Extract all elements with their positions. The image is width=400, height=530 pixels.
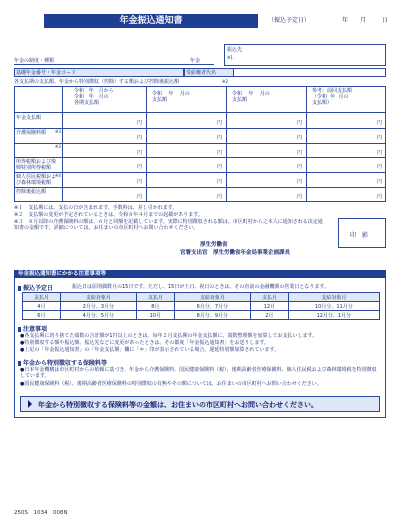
caution-item: ●上記の「年金振込通知書」の「年金支払額」欄に「＊」印が表示されている場合、遅延特別額加算されています。	[20, 347, 279, 353]
col2-header: 令和 年 月の 支払額	[152, 91, 190, 103]
yen-unit: 円	[377, 164, 383, 171]
yen-unit: 円	[217, 134, 223, 141]
banner-text: 年金から特別徴収する保険料等の金額は、お住まいの市区町村へお問い合わせください。	[38, 401, 318, 409]
bullet-marker	[18, 286, 21, 291]
schedule-header: 支給対象月	[288, 293, 379, 302]
insurance-item: ●国民健康保険料（税）、後期高齢者医療保険料の特別徴収の有無やその額については、お住まいの市区町村へお問い合わせください。	[20, 381, 322, 387]
divider	[306, 86, 307, 202]
schedule-cell: 2月分、3月分	[60, 302, 136, 311]
bank-note: ※1	[227, 55, 233, 60]
yen-unit: 円	[217, 164, 223, 171]
payment-row-label: 介護保険料額	[16, 129, 47, 136]
insurance-title: 年金から特別徴収する保険料等	[18, 358, 107, 367]
schedule-text: 振込日は原則偶数月の15日です。ただし、15日が土日、祝日のときは、その直前の金融機関の営業日となります。	[72, 284, 329, 290]
schedule-header: 支給対象月	[60, 293, 136, 302]
yen-unit: 円	[297, 194, 303, 200]
schedule-title: 振込予定日	[18, 283, 53, 292]
payment-row-note: ※3	[55, 128, 61, 134]
payment-row-label: 所得税額および復興特別所得税額	[16, 159, 57, 172]
yen-unit: 円	[137, 179, 143, 186]
date-day: 日	[382, 17, 389, 24]
schedule-cell: 12月分、1月分	[288, 311, 379, 320]
notice-title: 年金振込通知書にかかる注意事項等	[14, 270, 386, 278]
caution-item: ●各支払期に切り捨てた端数の合計額が1円以上のときは、毎年２月支払期の年金支払額に、端数整理額を加算してお支払いします。	[20, 333, 318, 339]
warning-icon	[28, 400, 32, 408]
bank-box	[224, 44, 386, 66]
bullet-marker	[18, 327, 21, 332]
document-title: 年金振込通知書	[44, 14, 258, 28]
schedule-cell: 2月	[250, 311, 288, 320]
footer-code: 250S 1034 008N	[14, 510, 68, 516]
note-2: ※２ 支払額の変更が予定されているときは、令和８年４月までの起載があります。	[14, 212, 203, 218]
table-caption-note: ※2	[222, 79, 228, 84]
payment-row-note: ※3	[55, 143, 61, 149]
schedule-header: 支払月	[250, 293, 288, 302]
schedule-cell: 12月	[250, 302, 288, 311]
payment-row-label: 控除後振込額	[16, 189, 47, 195]
yen-unit: 円	[217, 194, 223, 200]
yen-unit: 円	[377, 134, 383, 141]
issuer-2: 官署支出官 厚生労働省年金局事業企画課長	[180, 250, 291, 256]
divider	[14, 157, 386, 158]
note-1: ※１ 支払期には、支払の日が含まれます。手数料は、差し引かれます。	[14, 205, 178, 211]
divider	[14, 187, 386, 188]
insurance-item: ●日本年金機構は市区町村からの依頼に基づき、年金から介護保険料、国民健康保険料（税）、後期高齢者医療保険料、個人住民税および森林環境税を特別徴収しています。	[20, 367, 377, 379]
col4-header: 参考：前回支払額 （令和 年 月の 支払額）	[312, 88, 353, 106]
yen-unit: 円	[217, 179, 223, 186]
yen-unit: 円	[137, 134, 143, 141]
date-month: 月	[360, 17, 367, 24]
pension-type-label: 年金の制度・種類	[14, 58, 55, 64]
divider	[62, 86, 63, 202]
schedule-cell: 6月分、7月分	[174, 302, 250, 311]
col3-header: 令和 年 月の 支払額	[232, 91, 270, 103]
yen-unit: 円	[217, 120, 223, 126]
bank-label: 振込先	[227, 47, 243, 53]
schedule-cell: 10月分、11月分	[288, 302, 379, 311]
caution-item: ●特別徴収する額や振込額、振込先などに変更があったときは、その都度「年金振込通知書」をお送りします。	[20, 340, 269, 346]
yen-unit: 円	[297, 179, 303, 186]
beneficiary-label: 受給権者氏名	[186, 70, 217, 76]
yen-unit: 円	[297, 134, 303, 141]
payment-row-label: 年金支払額	[16, 115, 42, 121]
schedule-header: 支払月	[136, 293, 174, 302]
yen-unit: 円	[377, 194, 383, 200]
col1-header: 令和 年 月から 令和 年 月の 各期支払額	[74, 88, 114, 106]
yen-unit: 円	[137, 149, 143, 156]
divider	[14, 143, 386, 144]
schedule-table	[22, 292, 380, 320]
table-caption: 各支払期の支払額、年金から特別徴収（控除）する額および控除後振込額	[14, 79, 180, 85]
note-3: ※３ ８月以降の介護保険料の額は、６月と同額を記載しています。実際に特別徴収される額は、市区町村から之本人に通知される決定通知書の金額です。詳細については、お住まいの市区町村へお問い合わせください。	[14, 219, 323, 231]
yen-unit: 円	[137, 120, 143, 126]
basic-number-label: 基礎年金番号・年金コード	[16, 70, 77, 76]
divider	[14, 64, 214, 65]
divider	[14, 128, 386, 129]
schedule-cell: 6月	[23, 311, 61, 320]
divider	[14, 112, 386, 113]
yen-unit: 円	[297, 164, 303, 171]
seal-label: 印 影	[350, 232, 369, 239]
schedule-header: 支払月	[23, 293, 61, 302]
divider	[14, 172, 386, 173]
divider	[146, 86, 147, 202]
yen-unit: 円	[217, 149, 223, 156]
pension-label: 年金	[190, 58, 201, 64]
schedule-cell: 10月	[136, 311, 174, 320]
divider	[226, 86, 227, 202]
payment-row-note: ※4	[55, 173, 61, 179]
payment-row-label: 個人住民税額および森林環境税額	[16, 174, 57, 187]
caution-title: 注意事項	[18, 324, 47, 333]
date-label: （振込予定日）	[268, 17, 311, 24]
date-year: 年	[342, 17, 349, 24]
yen-unit: 円	[377, 149, 383, 156]
schedule-cell: 8月	[136, 302, 174, 311]
bullet-marker	[18, 361, 21, 366]
schedule-header: 支給対象月	[174, 293, 250, 302]
schedule-cell: 4月分、5月分	[60, 311, 136, 320]
yen-unit: 円	[297, 120, 303, 126]
yen-unit: 円	[377, 179, 383, 186]
yen-unit: 円	[137, 194, 143, 200]
schedule-cell: 4月	[23, 302, 61, 311]
yen-unit: 円	[297, 149, 303, 156]
yen-unit: 円	[137, 164, 143, 171]
yen-unit: 円	[377, 120, 383, 126]
schedule-cell: 8月分、9月分	[174, 311, 250, 320]
issuer-1: 厚生労働省	[200, 242, 228, 248]
